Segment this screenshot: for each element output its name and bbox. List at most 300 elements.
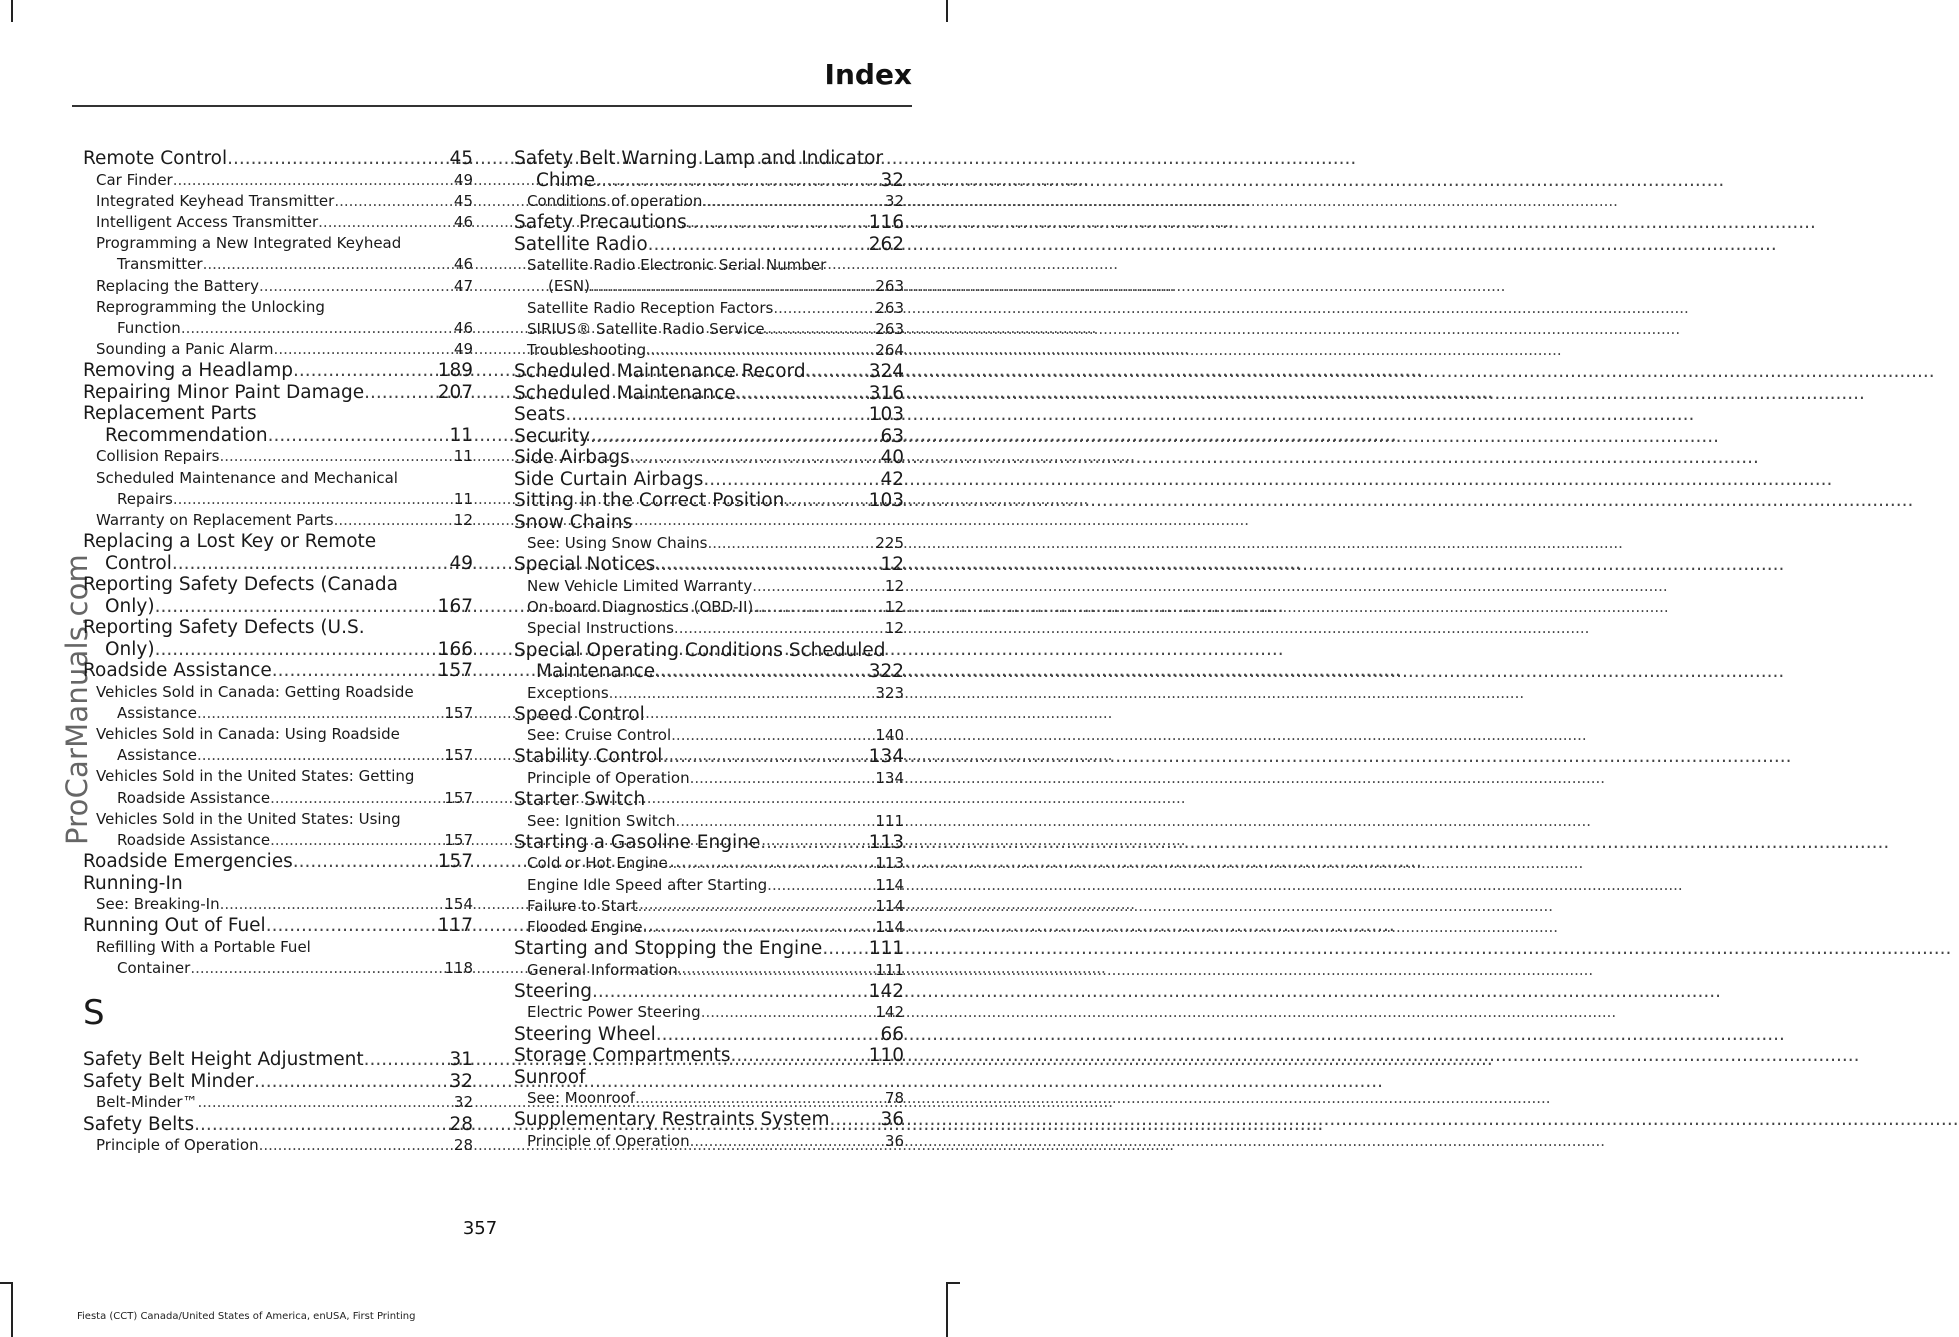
crop-mark-bottom-right-horizontal bbox=[946, 1282, 960, 1284]
index-entry bbox=[514, 938, 904, 960]
entry-page-number: 113 bbox=[868, 831, 904, 853]
dot-leader bbox=[595, 170, 880, 192]
index-entry bbox=[83, 425, 473, 447]
dot-leader bbox=[635, 1088, 885, 1109]
entry-text: Maintenance bbox=[536, 661, 656, 683]
index-subentry-heading: Vehicles Sold in Canada: Getting Roadside bbox=[96, 682, 414, 701]
index-subentry bbox=[83, 191, 473, 212]
index-subentry bbox=[83, 745, 473, 766]
index-subentry bbox=[514, 683, 904, 704]
index-entry bbox=[514, 746, 904, 768]
dot-leader bbox=[268, 425, 450, 447]
dot-leader bbox=[656, 1024, 881, 1046]
index-subentry-heading: Refilling With a Portable Fuel bbox=[96, 937, 311, 956]
dot-leader bbox=[590, 426, 880, 448]
dot-leader bbox=[270, 788, 444, 809]
crop-mark-bottom-left-vertical bbox=[11, 1282, 13, 1337]
index-entry bbox=[83, 148, 473, 170]
entry-text: Remote Control bbox=[83, 148, 228, 169]
index-subentry-heading: Reprogramming the Unlocking bbox=[96, 297, 325, 316]
entry-page-number: 142 bbox=[868, 980, 904, 1002]
entry-page-number: 263 bbox=[875, 319, 904, 338]
dot-leader bbox=[687, 212, 869, 234]
entry-page-number: 47 bbox=[453, 276, 473, 295]
dot-leader bbox=[671, 725, 875, 746]
entry-text: Electric Power Steering bbox=[527, 1003, 701, 1022]
entry-text: Principle of Operation bbox=[96, 1136, 259, 1155]
index-subentry bbox=[83, 703, 473, 724]
index-entry bbox=[83, 660, 473, 682]
index-subentry bbox=[514, 1002, 904, 1023]
entry-text: Principle of Operation bbox=[527, 1131, 690, 1150]
entry-text: Exceptions bbox=[527, 683, 609, 702]
dot-leader bbox=[198, 1092, 454, 1113]
dot-leader bbox=[197, 745, 444, 766]
index-entry bbox=[514, 383, 904, 405]
dot-leader bbox=[765, 319, 876, 340]
index-subentry bbox=[514, 340, 904, 361]
index-entry bbox=[83, 596, 473, 618]
index-subentry bbox=[514, 298, 904, 319]
entry-page-number: 113 bbox=[875, 854, 904, 873]
entry-page-number: 12 bbox=[884, 619, 904, 638]
entry-page-number: 49 bbox=[449, 552, 473, 574]
entry-text: Security bbox=[514, 425, 590, 447]
dot-leader bbox=[638, 896, 876, 917]
index-entry bbox=[514, 832, 904, 854]
crop-mark-top-left-vertical bbox=[11, 0, 13, 22]
index-entry-heading: Safety Belt Warning Lamp and Indicator bbox=[514, 148, 884, 169]
entry-page-number: 134 bbox=[868, 746, 904, 768]
entry-text: See: Using Snow Chains bbox=[527, 534, 708, 553]
entry-page-number: 31 bbox=[449, 1049, 473, 1071]
dot-leader bbox=[760, 832, 868, 854]
index-subentry bbox=[514, 960, 904, 981]
index-entry-heading: Running-In bbox=[83, 872, 183, 894]
entry-text: General Information bbox=[527, 960, 678, 979]
entry-page-number: 157 bbox=[437, 851, 473, 873]
entry-text: Side Airbags bbox=[514, 447, 630, 469]
entry-text: Roadside Emergencies bbox=[83, 851, 293, 873]
dot-leader bbox=[293, 360, 438, 382]
index-subentry-heading: Vehicles Sold in Canada: Using Roadside bbox=[96, 725, 400, 744]
index-subentry bbox=[83, 1135, 473, 1156]
entry-page-number: 46 bbox=[453, 212, 473, 231]
entry-page-number: 12 bbox=[884, 576, 904, 595]
dot-leader bbox=[266, 915, 438, 937]
sidebar-watermark: ProCarManuals.com bbox=[60, 554, 94, 845]
dot-leader bbox=[753, 597, 885, 618]
entry-text: Scheduled Maintenance bbox=[514, 382, 736, 404]
dot-leader bbox=[270, 830, 444, 851]
dot-leader bbox=[655, 661, 869, 683]
dot-leader bbox=[272, 660, 438, 682]
crop-mark-top-right-vertical bbox=[946, 0, 948, 22]
index-entry bbox=[514, 1109, 904, 1131]
index-entry bbox=[83, 1114, 473, 1136]
entry-page-number: 36 bbox=[884, 1131, 904, 1150]
index-entry-heading: Speed Control bbox=[514, 703, 645, 725]
index-entry bbox=[514, 469, 904, 491]
entry-page-number: 110 bbox=[868, 1045, 904, 1067]
dot-leader bbox=[643, 917, 876, 938]
entry-text: SIRIUS® Satellite Radio Service bbox=[527, 319, 765, 338]
dot-leader bbox=[203, 254, 454, 275]
entry-page-number: 142 bbox=[875, 1003, 904, 1022]
dot-leader bbox=[784, 490, 868, 512]
index-subentry bbox=[514, 896, 904, 917]
index-entry bbox=[514, 426, 904, 448]
entry-page-number: 116 bbox=[868, 212, 904, 234]
entry-text: Storage Compartments bbox=[514, 1045, 731, 1067]
entry-text: Intelligent Access Transmitter bbox=[96, 212, 319, 231]
index-entry bbox=[514, 170, 904, 192]
dot-leader bbox=[318, 212, 454, 233]
index-subentry bbox=[514, 1131, 904, 1152]
dot-leader bbox=[702, 191, 884, 212]
dot-leader bbox=[334, 510, 454, 531]
entry-text: Seats bbox=[514, 404, 566, 426]
entry-text: Integrated Keyhead Transmitter bbox=[96, 191, 335, 210]
entry-text: Conditions of operation bbox=[527, 192, 703, 210]
index-column-left bbox=[83, 148, 473, 1156]
index-entry bbox=[514, 212, 904, 234]
entry-text: Failure to Start bbox=[527, 896, 638, 915]
entry-text: Repairing Minor Paint Damage bbox=[83, 381, 365, 403]
crop-mark-bottom-right-vertical bbox=[946, 1282, 948, 1337]
index-subentry bbox=[83, 254, 473, 275]
section-letter: S bbox=[83, 993, 105, 1034]
dot-leader bbox=[752, 576, 885, 597]
entry-text: Container bbox=[117, 959, 191, 978]
entry-text: On-board Diagnostics (OBD-II) bbox=[527, 598, 754, 617]
index-entry-heading: Replacement Parts bbox=[83, 403, 257, 425]
dot-leader bbox=[194, 1114, 449, 1136]
entry-page-number: 63 bbox=[880, 425, 904, 447]
entry-page-number: 167 bbox=[437, 595, 473, 617]
entry-text: Car Finder bbox=[96, 170, 173, 189]
entry-text: Recommendation bbox=[105, 424, 268, 446]
entry-page-number: 32 bbox=[880, 169, 904, 191]
dot-leader bbox=[690, 1131, 885, 1152]
index-subentry-heading: Satellite Radio Electronic Serial Number bbox=[527, 256, 827, 275]
entry-text: Warranty on Replacement Parts bbox=[96, 510, 334, 529]
dot-leader bbox=[648, 234, 869, 256]
entry-text: Control bbox=[105, 552, 172, 574]
index-subentry bbox=[83, 510, 473, 531]
entry-text: Scheduled Maintenance Record bbox=[514, 361, 806, 383]
dot-leader bbox=[701, 1002, 876, 1023]
entry-page-number: 66 bbox=[880, 1023, 904, 1045]
dot-leader bbox=[274, 339, 454, 360]
entry-page-number: 32 bbox=[884, 192, 904, 210]
entry-text: See: Moonroof bbox=[527, 1089, 636, 1108]
dot-leader bbox=[736, 383, 869, 405]
dot-leader bbox=[662, 746, 868, 768]
entry-page-number: 32 bbox=[449, 1070, 473, 1092]
index-subentry bbox=[514, 875, 904, 896]
index-entry-heading: Replacing a Lost Key or Remote bbox=[83, 531, 377, 553]
entry-text: Stability Control bbox=[514, 746, 663, 768]
entry-page-number: 322 bbox=[868, 661, 904, 683]
entry-page-number: 28 bbox=[449, 1113, 473, 1135]
dot-leader bbox=[703, 469, 880, 491]
entry-text: Safety Belts bbox=[83, 1113, 195, 1135]
entry-text: Cold or Hot Engine bbox=[527, 854, 668, 873]
entry-text: Assistance bbox=[117, 746, 197, 765]
entry-page-number: 263 bbox=[875, 277, 904, 296]
dot-leader bbox=[220, 894, 445, 915]
entry-page-number: 157 bbox=[444, 746, 473, 765]
dot-leader bbox=[590, 276, 875, 297]
index-subentry bbox=[83, 489, 473, 510]
entry-text: Assistance bbox=[117, 703, 197, 722]
entry-text: Starting a Gasoline Engine bbox=[514, 831, 761, 853]
entry-page-number: 12 bbox=[880, 554, 904, 576]
dot-leader bbox=[830, 1109, 881, 1131]
entry-page-number: 111 bbox=[868, 938, 904, 960]
index-entry-heading: Sunroof bbox=[514, 1066, 586, 1088]
index-subentry bbox=[514, 917, 904, 938]
index-subentry bbox=[514, 853, 904, 874]
index-subentry bbox=[83, 830, 473, 851]
dot-leader bbox=[655, 554, 880, 576]
index-subentry bbox=[83, 339, 473, 360]
index-entry bbox=[514, 1045, 904, 1067]
entry-text: Chime bbox=[536, 169, 596, 191]
index-subentry bbox=[83, 212, 473, 233]
entry-text: Roadside Assistance bbox=[117, 788, 271, 807]
entry-text: Running Out of Fuel bbox=[83, 915, 266, 937]
index-subentry bbox=[514, 276, 904, 297]
entry-text: New Vehicle Limited Warranty bbox=[527, 576, 753, 595]
entry-text: Principle of Operation bbox=[527, 768, 690, 787]
dot-leader bbox=[190, 958, 444, 979]
dot-leader bbox=[730, 1045, 868, 1067]
dot-leader bbox=[767, 875, 875, 896]
entry-text: Supplementary Restraints System bbox=[514, 1109, 830, 1131]
index-entry bbox=[83, 915, 473, 937]
entry-page-number: 49 bbox=[453, 340, 473, 359]
index-entry bbox=[514, 1024, 904, 1046]
index-subentry bbox=[514, 576, 904, 597]
entry-text: Steering Wheel bbox=[514, 1023, 656, 1045]
entry-text: Removing a Headlamp bbox=[83, 360, 294, 382]
index-subentry bbox=[83, 788, 473, 809]
entry-text: Repairs bbox=[117, 489, 173, 508]
index-subentry bbox=[83, 170, 473, 191]
entry-text: Special Notices bbox=[514, 554, 656, 576]
dot-leader bbox=[155, 596, 438, 618]
index-subentry-heading: Scheduled Maintenance and Mechanical bbox=[96, 468, 398, 487]
entry-page-number: 166 bbox=[437, 638, 473, 660]
dot-leader bbox=[173, 170, 454, 191]
dot-leader bbox=[678, 960, 876, 981]
entry-text: See: Ignition Switch bbox=[527, 811, 676, 830]
page-title: Index bbox=[824, 58, 912, 91]
entry-text: Function bbox=[117, 318, 181, 337]
dot-leader bbox=[254, 1071, 449, 1093]
dot-leader bbox=[227, 148, 449, 170]
dot-leader bbox=[806, 361, 869, 383]
dot-leader bbox=[155, 639, 438, 661]
entry-page-number: 323 bbox=[875, 683, 904, 702]
index-subentry bbox=[514, 768, 904, 789]
entry-page-number: 140 bbox=[875, 726, 904, 745]
entry-text: Sounding a Panic Alarm bbox=[96, 340, 274, 359]
index-entry bbox=[514, 234, 904, 256]
entry-page-number: 262 bbox=[868, 233, 904, 255]
entry-text: (ESN) bbox=[548, 277, 590, 296]
entry-page-number: 45 bbox=[449, 148, 473, 169]
index-subentry bbox=[83, 958, 473, 979]
dot-leader bbox=[197, 703, 444, 724]
dot-leader bbox=[609, 683, 876, 704]
dot-leader bbox=[690, 768, 876, 789]
entry-text: Satellite Radio Reception Factors bbox=[527, 298, 774, 317]
index-subentry bbox=[514, 1088, 904, 1109]
entry-text: Special Instructions bbox=[527, 619, 674, 638]
dot-leader bbox=[707, 533, 875, 554]
dot-leader bbox=[668, 853, 876, 874]
dot-leader bbox=[676, 811, 876, 832]
dot-leader bbox=[565, 404, 868, 426]
entry-page-number: 28 bbox=[453, 1136, 473, 1155]
entry-page-number: 78 bbox=[884, 1089, 904, 1108]
entry-text: Collision Repairs bbox=[96, 447, 220, 466]
index-entry-heading: Reporting Safety Defects (U.S. bbox=[83, 617, 365, 639]
crop-mark-bottom-left-horizontal bbox=[0, 1282, 13, 1284]
entry-page-number: 111 bbox=[875, 960, 904, 979]
entry-text: Flooded Engine bbox=[527, 917, 643, 936]
entry-page-number: 114 bbox=[875, 896, 904, 915]
entry-page-number: 157 bbox=[437, 660, 473, 682]
index-entry bbox=[514, 554, 904, 576]
index-subentry bbox=[514, 811, 904, 832]
index-subentry bbox=[83, 894, 473, 915]
index-entry bbox=[83, 382, 473, 404]
entry-page-number: 12 bbox=[453, 510, 473, 529]
entry-text: Transmitter bbox=[117, 255, 203, 274]
index-entry-heading: Starter Switch bbox=[514, 789, 646, 811]
entry-page-number: 46 bbox=[453, 318, 473, 337]
page-number: 357 bbox=[462, 1218, 498, 1239]
dot-leader bbox=[181, 318, 454, 339]
entry-page-number: 264 bbox=[875, 341, 904, 360]
entry-page-number: 157 bbox=[444, 831, 473, 850]
entry-page-number: 263 bbox=[875, 298, 904, 317]
entry-page-number: 225 bbox=[875, 534, 904, 553]
dot-leader bbox=[259, 276, 454, 297]
entry-text: Safety Precautions bbox=[514, 212, 687, 234]
entry-text: Steering bbox=[514, 980, 592, 1002]
entry-text: Starting and Stopping the Engine bbox=[514, 938, 823, 960]
dot-leader bbox=[646, 340, 875, 361]
index-entry bbox=[83, 360, 473, 382]
dot-leader bbox=[630, 447, 881, 469]
entry-text: See: Breaking-In bbox=[96, 895, 220, 914]
index-subentry bbox=[514, 725, 904, 746]
index-entry bbox=[83, 851, 473, 873]
dot-leader bbox=[172, 553, 450, 575]
dot-leader bbox=[364, 382, 438, 404]
entry-text: Belt-Minder™ bbox=[96, 1093, 198, 1112]
entry-page-number: 45 bbox=[453, 191, 473, 210]
index-entry bbox=[514, 981, 904, 1003]
index-entry-heading: Reporting Safety Defects (Canada bbox=[83, 574, 398, 596]
index-subentry-heading: Vehicles Sold in the United States: Using bbox=[96, 809, 401, 828]
entry-page-number: 157 bbox=[444, 703, 473, 722]
entry-page-number: 32 bbox=[453, 1093, 473, 1112]
entry-page-number: 189 bbox=[437, 360, 473, 382]
index-subentry bbox=[514, 191, 904, 212]
index-subentry bbox=[83, 1092, 473, 1113]
entry-page-number: 11 bbox=[453, 447, 473, 466]
entry-page-number: 46 bbox=[453, 255, 473, 274]
entry-page-number: 103 bbox=[868, 404, 904, 426]
index-entry bbox=[514, 661, 904, 683]
entry-text: Only) bbox=[105, 595, 155, 617]
entry-page-number: 118 bbox=[444, 959, 473, 978]
entry-text: Roadside Assistance bbox=[117, 831, 271, 850]
entry-text: Troubleshooting bbox=[527, 341, 647, 360]
index-subentry bbox=[514, 319, 904, 340]
entry-page-number: 12 bbox=[884, 598, 904, 617]
entry-page-number: 207 bbox=[437, 381, 473, 403]
index-subentry bbox=[514, 618, 904, 639]
entry-text: See: Cruise Control bbox=[527, 726, 672, 745]
index-subentry bbox=[83, 318, 473, 339]
footer-text: Fiesta (CCT) Canada/United States of America, enUSA, First Printing bbox=[77, 1311, 416, 1322]
title-divider bbox=[72, 105, 912, 107]
index-subentry bbox=[514, 533, 904, 554]
index-subentry bbox=[514, 597, 904, 618]
entry-page-number: 111 bbox=[875, 811, 904, 830]
entry-page-number: 11 bbox=[449, 424, 473, 446]
entry-text: Sitting in the Correct Position bbox=[514, 490, 785, 512]
dot-leader bbox=[364, 1049, 450, 1071]
dot-leader bbox=[334, 191, 454, 212]
dot-leader bbox=[293, 851, 438, 873]
entry-text: Satellite Radio bbox=[514, 233, 648, 255]
index-entry bbox=[514, 490, 904, 512]
entry-page-number: 324 bbox=[868, 361, 904, 383]
dot-leader bbox=[173, 489, 454, 510]
index-entry bbox=[514, 447, 904, 469]
index-entry-heading: Snow Chains bbox=[514, 511, 633, 533]
entry-page-number: 117 bbox=[437, 915, 473, 937]
entry-page-number: 40 bbox=[880, 447, 904, 469]
dot-leader bbox=[219, 446, 453, 467]
index-subentry-heading: Vehicles Sold in the United States: Getting bbox=[96, 767, 415, 786]
index-subentry bbox=[83, 276, 473, 297]
dot-leader bbox=[773, 298, 875, 319]
index-entry bbox=[83, 553, 473, 575]
index-entry bbox=[83, 639, 473, 661]
index-entry-heading: Special Operating Conditions Scheduled bbox=[514, 639, 886, 661]
entry-text: Safety Belt Height Adjustment bbox=[83, 1049, 364, 1071]
index-entry bbox=[514, 361, 904, 383]
dot-leader bbox=[822, 938, 868, 960]
index-column-right bbox=[514, 148, 904, 1152]
index-entry bbox=[83, 1071, 473, 1093]
entry-text: Roadside Assistance bbox=[83, 660, 272, 682]
index-entry bbox=[514, 404, 904, 426]
entry-text: Replacing the Battery bbox=[96, 276, 259, 295]
entry-page-number: 11 bbox=[453, 489, 473, 508]
entry-page-number: 49 bbox=[453, 170, 473, 189]
entry-text: Side Curtain Airbags bbox=[514, 468, 704, 490]
